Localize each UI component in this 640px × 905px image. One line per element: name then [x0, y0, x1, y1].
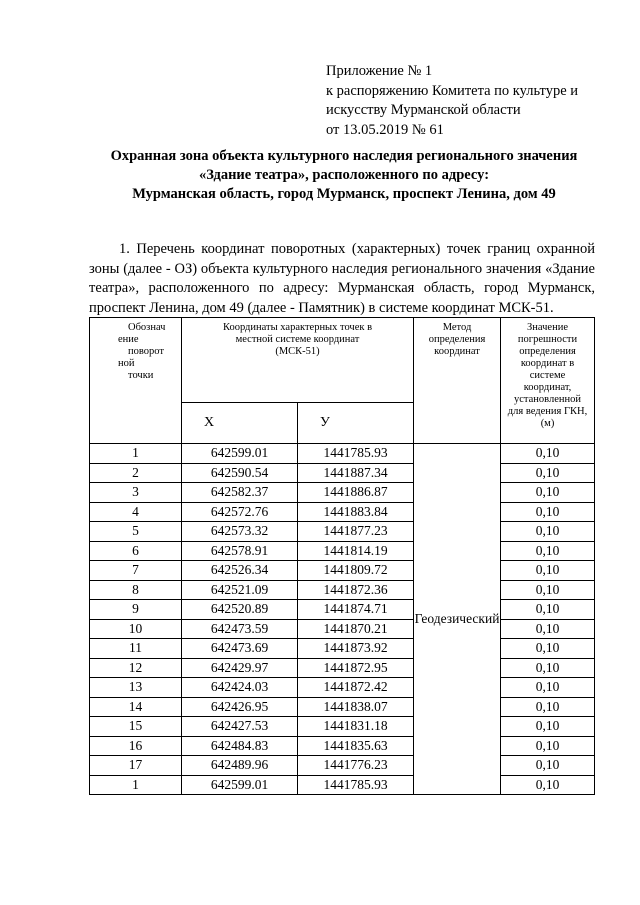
- header-point-line: ной: [118, 358, 135, 369]
- header-point-line: ение: [118, 334, 139, 345]
- y-coordinate-cell: 1441883.84: [298, 502, 414, 522]
- table-row: [90, 600, 595, 620]
- title-line: Мурманская область, город Мурманск, проспект Ленина, дом 49: [132, 186, 556, 202]
- table-row: [90, 561, 595, 581]
- header-method-text: Метод определения координат: [428, 322, 486, 357]
- x-coordinate-cell: 642599.01: [182, 775, 298, 795]
- table-row: [90, 717, 595, 737]
- accuracy-cell: 0,10: [501, 600, 595, 620]
- table-row: [90, 463, 595, 483]
- accuracy-cell: 0,10: [501, 483, 595, 503]
- point-number-cell: 17: [90, 756, 182, 776]
- header-y: [298, 403, 414, 444]
- appendix-line: Приложение № 1: [326, 63, 433, 79]
- x-coordinate-cell: 642573.32: [182, 522, 298, 542]
- x-coordinate-cell: 642424.03: [182, 678, 298, 698]
- header-coordinates: [182, 318, 414, 403]
- y-coordinate-cell: 1441814.19: [298, 541, 414, 561]
- y-coordinate-cell: 1441886.87: [298, 483, 414, 503]
- y-coordinate-cell: 1441838.07: [298, 697, 414, 717]
- x-coordinate-cell: 642484.83: [182, 736, 298, 756]
- header-accuracy: [501, 318, 595, 444]
- y-coordinate-cell: 1441873.92: [298, 639, 414, 659]
- point-number-cell: 1: [90, 444, 182, 464]
- table-header-row: [90, 318, 595, 403]
- point-number-cell: 10: [90, 619, 182, 639]
- y-coordinate-cell: 1441785.93: [298, 775, 414, 795]
- intro-paragraph-text: 1. Перечень координат поворотных (характерных) точек границ охранной зоны (далее - ОЗ) объекта культурного наследия регионального значения «Здание театра», расположенного по адресу: Мурманская область, город Мурманск, проспект Ленина, дом 49 (далее - Памятник) в системе координат МСК-51.: [89, 241, 595, 316]
- x-coordinate-cell: 642473.69: [182, 639, 298, 659]
- x-coordinate-cell: 642521.09: [182, 580, 298, 600]
- point-number-cell: 15: [90, 717, 182, 737]
- accuracy-cell: 0,10: [501, 678, 595, 698]
- table-row: [90, 775, 595, 795]
- table-row: [90, 697, 595, 717]
- x-coordinate-cell: 642526.34: [182, 561, 298, 581]
- point-number-cell: 12: [90, 658, 182, 678]
- point-number-cell: 16: [90, 736, 182, 756]
- accuracy-cell: 0,10: [501, 502, 595, 522]
- accuracy-cell: 0,10: [501, 541, 595, 561]
- header-point-line: Обознач: [128, 322, 166, 333]
- x-coordinate-cell: 642429.97: [182, 658, 298, 678]
- y-coordinate-cell: 1441872.36: [298, 580, 414, 600]
- y-coordinate-cell: 1441887.34: [298, 463, 414, 483]
- intro-paragraph: [89, 240, 595, 318]
- x-coordinate-cell: 642599.01: [182, 444, 298, 464]
- point-number-cell: 14: [90, 697, 182, 717]
- appendix-line: от 13.05.2019 № 61: [326, 121, 444, 138]
- x-coordinate-cell: 642520.89: [182, 600, 298, 620]
- header-coordinates-text: Координаты характерных точек в местной системе координат (МСК-51): [222, 322, 373, 357]
- table-row: [90, 639, 595, 659]
- table-row: [90, 580, 595, 600]
- x-coordinate-cell: 642427.53: [182, 717, 298, 737]
- coordinates-table: [89, 317, 595, 795]
- method-cell: Геодезический: [414, 444, 501, 795]
- table-row: [90, 756, 595, 776]
- point-number-cell: 7: [90, 561, 182, 581]
- x-coordinate-cell: 642473.59: [182, 619, 298, 639]
- point-number-cell: 2: [90, 463, 182, 483]
- title-line: «Здание театра», расположенного по адресу:: [198, 167, 490, 183]
- table-row: [90, 483, 595, 503]
- table-row: [90, 522, 595, 542]
- x-coordinate-cell: 642426.95: [182, 697, 298, 717]
- accuracy-cell: 0,10: [501, 658, 595, 678]
- table-row: [90, 541, 595, 561]
- header-y-label: У: [320, 415, 330, 430]
- appendix-block: [326, 62, 578, 140]
- accuracy-cell: 0,10: [501, 736, 595, 756]
- header-x-label: X: [204, 415, 215, 430]
- accuracy-cell: 0,10: [501, 619, 595, 639]
- point-number-cell: 11: [90, 639, 182, 659]
- y-coordinate-cell: 1441831.18: [298, 717, 414, 737]
- point-number-cell: 4: [90, 502, 182, 522]
- point-number-cell: 5: [90, 522, 182, 542]
- header-x: [182, 403, 298, 444]
- y-coordinate-cell: 1441874.71: [298, 600, 414, 620]
- point-number-cell: 6: [90, 541, 182, 561]
- accuracy-cell: 0,10: [501, 580, 595, 600]
- x-coordinate-cell: 642489.96: [182, 756, 298, 776]
- table-row: [90, 658, 595, 678]
- accuracy-cell: 0,10: [501, 756, 595, 776]
- accuracy-cell: 0,10: [501, 561, 595, 581]
- y-coordinate-cell: 1441870.21: [298, 619, 414, 639]
- table-row: [90, 619, 595, 639]
- x-coordinate-cell: 642572.76: [182, 502, 298, 522]
- point-number-cell: 1: [90, 775, 182, 795]
- point-number-cell: 13: [90, 678, 182, 698]
- y-coordinate-cell: 1441872.95: [298, 658, 414, 678]
- header-point: [90, 318, 182, 444]
- header-point-line: точки: [128, 370, 154, 381]
- table-row: [90, 444, 595, 464]
- appendix-line: к распоряжению Комитета по культуре и: [326, 82, 579, 99]
- table-row: [90, 736, 595, 756]
- header-accuracy-text: Значение погрешности определения координат в системе координат, установленной для ведения ГКН, (м): [507, 322, 588, 429]
- point-number-cell: 3: [90, 483, 182, 503]
- y-coordinate-cell: 1441872.42: [298, 678, 414, 698]
- y-coordinate-cell: 1441785.93: [298, 444, 414, 464]
- title-line: Охранная зона объекта культурного наследия регионального значения: [110, 148, 578, 164]
- accuracy-cell: 0,10: [501, 444, 595, 464]
- accuracy-cell: 0,10: [501, 522, 595, 542]
- header-point-line: поворот: [128, 346, 164, 357]
- x-coordinate-cell: 642582.37: [182, 483, 298, 503]
- accuracy-cell: 0,10: [501, 697, 595, 717]
- point-number-cell: 8: [90, 580, 182, 600]
- y-coordinate-cell: 1441877.23: [298, 522, 414, 542]
- document-title: [60, 147, 628, 204]
- accuracy-cell: 0,10: [501, 463, 595, 483]
- y-coordinate-cell: 1441835.63: [298, 736, 414, 756]
- accuracy-cell: 0,10: [501, 775, 595, 795]
- y-coordinate-cell: 1441809.72: [298, 561, 414, 581]
- header-method: [414, 318, 501, 444]
- y-coordinate-cell: 1441776.23: [298, 756, 414, 776]
- appendix-line: искусству Мурманской области: [326, 102, 521, 118]
- x-coordinate-cell: 642578.91: [182, 541, 298, 561]
- point-number-cell: 9: [90, 600, 182, 620]
- accuracy-cell: 0,10: [501, 639, 595, 659]
- x-coordinate-cell: 642590.54: [182, 463, 298, 483]
- table-row: [90, 678, 595, 698]
- table-row: [90, 502, 595, 522]
- accuracy-cell: 0,10: [501, 717, 595, 737]
